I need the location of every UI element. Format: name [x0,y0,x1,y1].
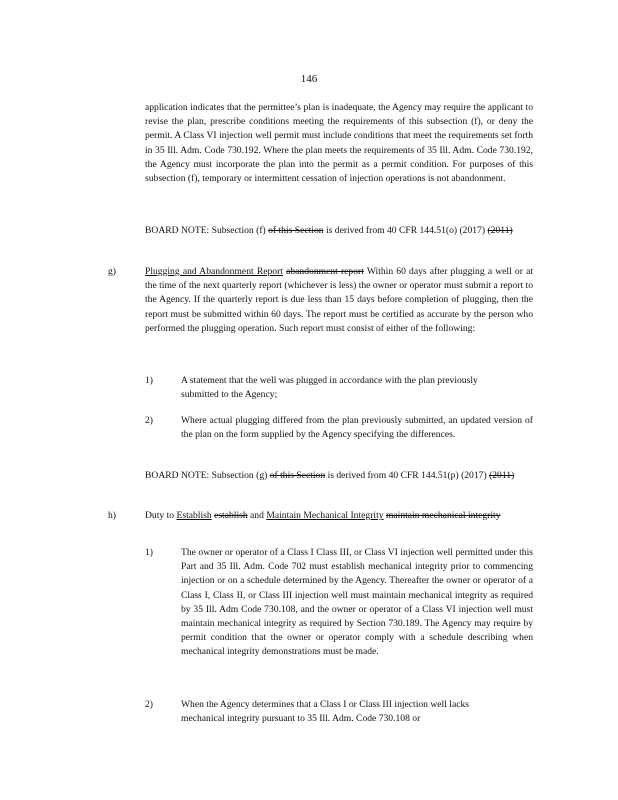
h-mid: and [250,510,264,521]
g-item-2: Where actual plugging differed from the plan previously submitted, an updated version of the plan on the form supplied by the Agency specifying the differences. [181,415,533,441]
page-number: 146 [300,73,318,85]
h-deleted-2: maintain mechanical integrity [385,510,501,521]
board-note-f [145,224,533,238]
para-f-text: application indicates that the permittee’s plan is inadequate, the Agency may require the applicant to revise the plan, prescribe conditions meeting the requirements of this subsection (f), or deny the permit. A Class VI injection well permit must include conditions that meet the requirements set forth in 35 Ill. Adm. Code 730.192. Where the plan meets the requirements of 35 Ill. Adm. Code 730.192, the Agency must incorporate the plan into the permit as a permit condition. For purposes of this subsection (f), temporary or intermittent cessation of injection operations is not abandonment. [145,102,533,185]
note-f-text-b: is derived from 40 CFR 144.51(o) (2017) [325,225,486,236]
subsection-h-heading [145,509,533,523]
h-deleted-1: establish [214,510,248,521]
para-f-continuation [145,101,533,186]
h-inserted-2: Maintain Mechanical Integrity [266,510,384,521]
h-item-1-label: 1) [145,547,153,558]
g-heading-inserted: Plugging and Abandonment Report [145,266,283,277]
note-f-deletion-1: of this Section [268,225,324,236]
note-f-text-a: BOARD NOTE: Subsection (f) [145,225,266,236]
note-g-text-b: is derived from 40 CFR 144.51(p) (2017) [327,470,487,481]
note-g-deletion-1: of this Section [269,470,326,481]
h-inserted-1: Establish [176,510,212,521]
g-item-1-label: 1) [145,375,153,386]
g-heading-deleted: abandonment report [286,266,364,277]
h-item-2-label: 2) [145,699,153,710]
h-lead: Duty to [145,510,175,521]
h-item-1: The owner or operator of a Class I Class III, or Class VI injection well permitted under this Part and 35 Ill. Adm. Code 702 must establish mechanical integrity prior to commencing injection or on a schedule determined by the Agency. Thereafter the owner or operator of a Class I, Class II, or Class III injection well must maintain mechanical integrity as required by 35 Ill. Adm Code 730.108, and the owner or operator of a Class VI injection well must maintain mechanical integrity as required by Section 730.189. The Agency may require by permit condition that the owner or operator comply with a schedule describing when mechanical integrity demonstrations must be made. [181,547,533,658]
subsection-h-label: h) [108,510,116,521]
note-g-text-a: BOARD NOTE: Subsection (g) [145,470,268,481]
g-text: Within 60 days after plugging a well or at the time of the next quarterly report (whichever is less) the owner or operator must submit a report to the Agency. If the quarterly report is due less than 15 days before completion of plugging, then the report must be submitted within 60 days. The report must be certified as accurate by the person who performed the plugging operation. Such report must consist of either of the following: [145,266,533,334]
h-item-2: When the Agency determines that a Class I or Class III injection well lacks mechanical integrity pursuant to 35 Ill. Adm. Code 730.108 or [181,699,469,725]
subsection-g-body [145,265,533,336]
g-item-2-label: 2) [145,415,153,426]
subsection-g-label: g) [108,266,116,277]
note-g-deletion-2: (2011) [489,470,515,481]
g-item-1: A statement that the well was plugged in accordance with the plan previously submitted to the Agency; [181,375,478,401]
note-f-deletion-2: (2011) [487,225,513,236]
board-note-g [145,469,533,483]
